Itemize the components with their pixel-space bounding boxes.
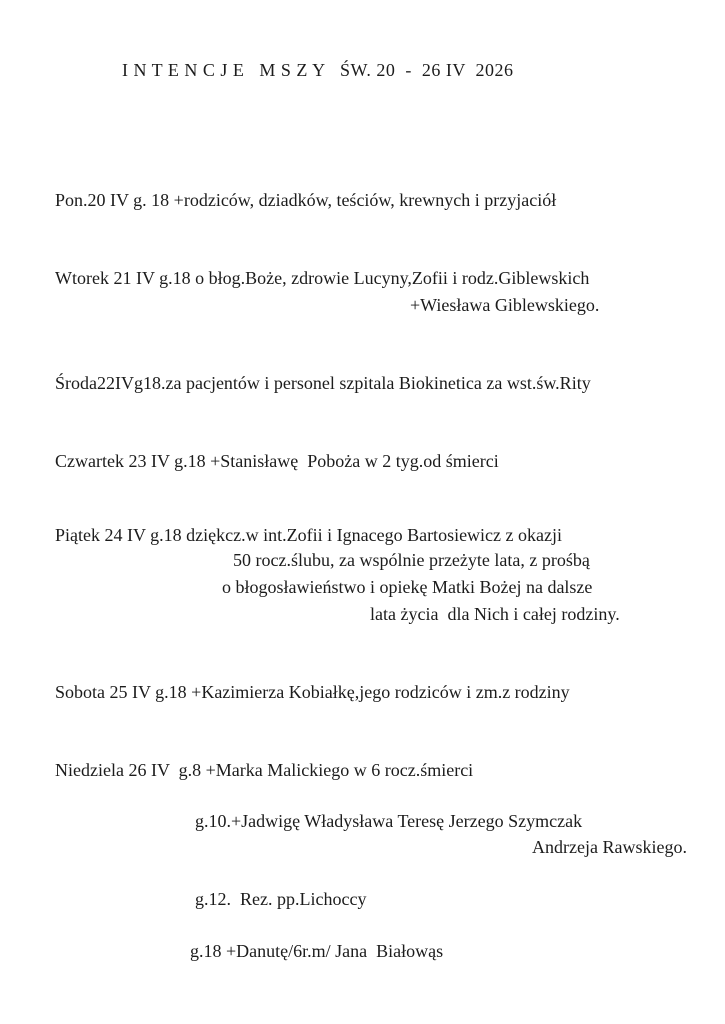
entry-sunday-10: g.10.+Jadwigę Władysława Teresę Jerzego Szymczak [195,811,583,831]
entry-sunday-18: g.18 +Danutę/6r.m/ Jana Białowąs [190,941,444,961]
entry-saturday: Sobota 25 IV g.18 +Kazimierza Kobiałkę,jego rodziców i zm.z rodziny [55,682,570,702]
entry-friday-line-3: o błogosławieństwo i opiekę Matki Bożej na dalsze [222,577,593,597]
entry-tuesday-continued: +Wiesława Giblewskiego. [410,295,600,315]
entry-friday-line-2: 50 rocz.ślubu, za wspólnie przeżyte lata, z prośbą [233,550,590,570]
entry-friday-line-4: lata życia dla Nich i całej rodziny. [370,604,620,624]
entry-sunday-10-continued: Andrzeja Rawskiego. [532,837,687,857]
entry-sunday-8: Niedziela 26 IV g.8 +Marka Malickiego w 6 rocz.śmierci [55,760,474,780]
entry-wednesday: Środa22IVg18.za pacjentów i personel szpitala Biokinetica za wst.św.Rity [55,373,591,393]
entry-sunday-12: g.12. Rez. pp.Lichoccy [195,889,367,909]
entry-thursday: Czwartek 23 IV g.18 +Stanisławę Poboża w 2 tyg.od śmierci [55,451,499,471]
page-title: I N T E N C J E M S Z Y ŚW. 20 - 26 IV 2026 [122,60,514,80]
entry-friday: Piątek 24 IV g.18 dziękcz.w int.Zofii i Ignacego Bartosiewicz z okazji [55,525,563,545]
entry-tuesday: Wtorek 21 IV g.18 o błog.Boże, zdrowie Lucyny,Zofii i rodz.Giblewskich [55,268,590,288]
entry-monday: Pon.20 IV g. 18 +rodziców, dziadków, teściów, krewnych i przyjaciół [55,190,557,210]
